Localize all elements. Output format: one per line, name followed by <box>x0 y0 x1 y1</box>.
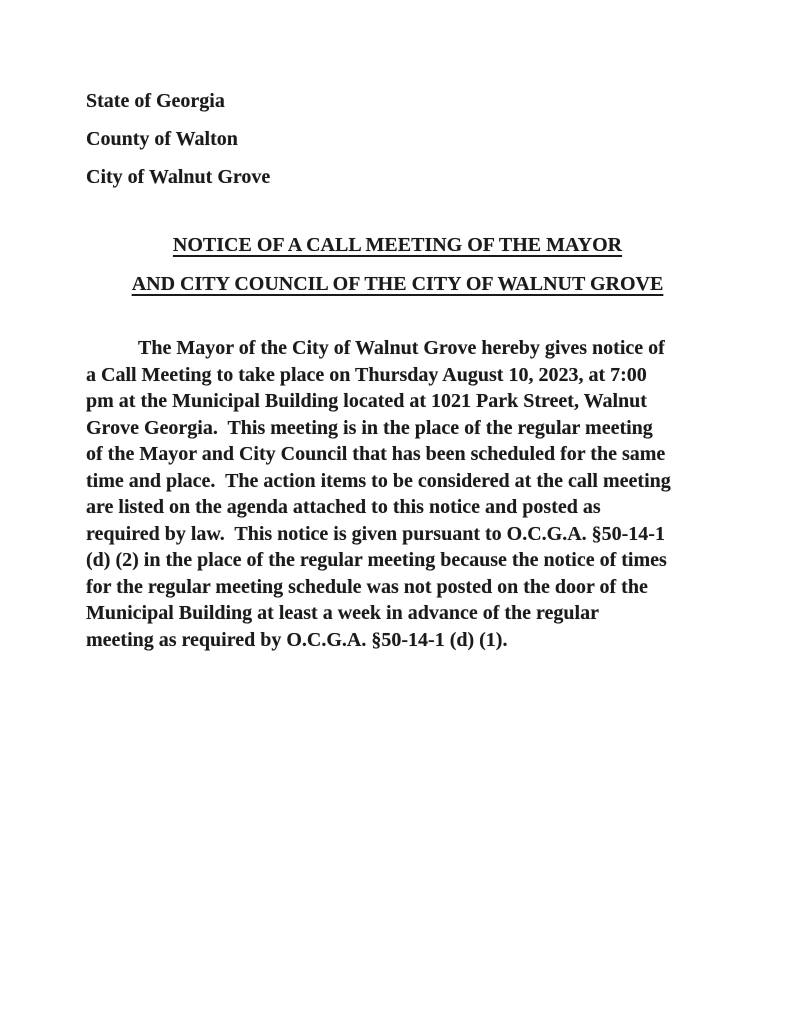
body-line: for the regular meeting schedule was not posted on the door of the <box>86 575 648 598</box>
header-line: County of Walton <box>86 128 238 150</box>
body-line: meeting as required by O.C.G.A. §50-14-1 (d) (1). <box>86 628 508 651</box>
body-line: are listed on the agenda attached to this notice and posted as <box>86 496 601 518</box>
header-line: State of Georgia <box>86 90 225 112</box>
document-title <box>86 232 709 297</box>
body-line: of the Mayor and City Council that has been scheduled for the same <box>86 443 666 465</box>
body-line: (d) (2) in the place of the regular meeting because the notice of times <box>86 549 667 571</box>
document-body-paragraph <box>86 335 709 653</box>
document-header <box>86 88 709 190</box>
body-line: Municipal Building at least a week in advance of the regular <box>86 602 599 624</box>
body-line: The Mayor of the City of Walnut Grove hereby gives notice of <box>138 337 665 359</box>
header-line: City of Walnut Grove <box>86 166 271 188</box>
body-line: pm at the Municipal Building located at 1021 Park Street, Walnut <box>86 390 647 412</box>
title-line: AND CITY COUNCIL OF THE CITY OF WALNUT GROVE <box>131 273 664 295</box>
body-line: a Call Meeting to take place on Thursday August 10, 2023, at 7:00 <box>86 363 647 386</box>
body-line: Grove Georgia. This meeting is in the place of the regular meeting <box>86 416 653 439</box>
title-line: NOTICE OF A CALL MEETING OF THE MAYOR <box>172 234 623 256</box>
body-line: required by law. This notice is given pursuant to O.C.G.A. §50-14-1 <box>86 522 665 545</box>
body-line: time and place. The action items to be considered at the call meeting <box>86 469 671 492</box>
